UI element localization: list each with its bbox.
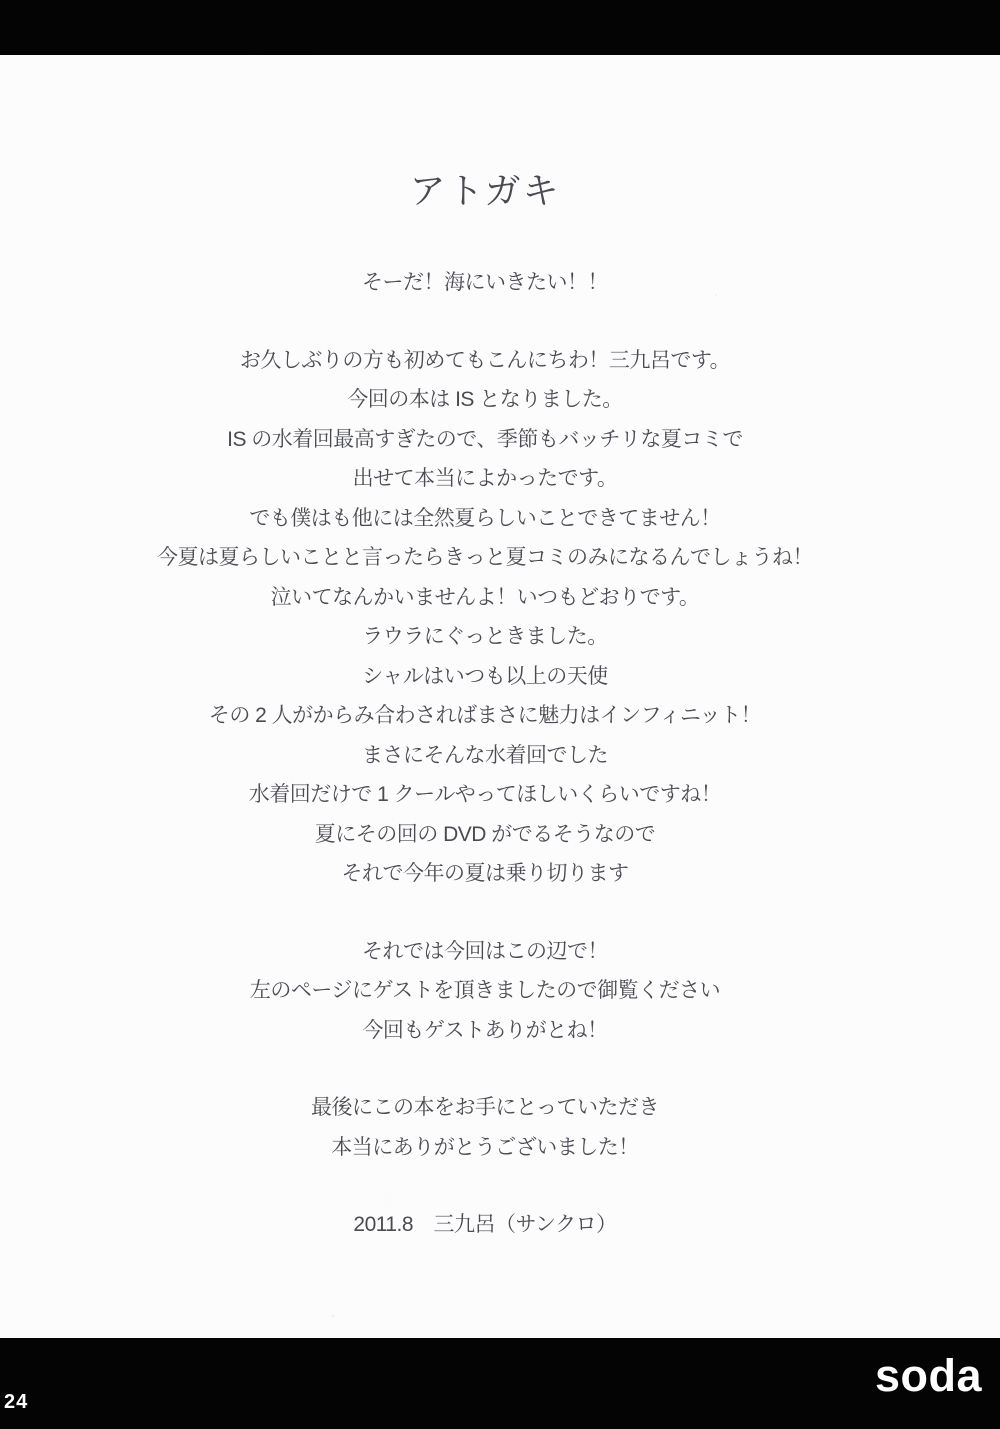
page-number: 24: [4, 1391, 29, 1413]
text-line: それで今年の夏は乗り切ります: [341, 862, 629, 885]
text-line: それでは今回はこの辺で！: [362, 939, 608, 963]
text-line: 左のページにゲストを頂きましたので御覧ください: [249, 979, 721, 1002]
text-line: 出せて本当によかったです。: [352, 467, 618, 490]
paragraph: [0, 263, 970, 303]
top-scan-border: [0, 0, 1000, 56]
text-line: シャルはいつも以上の天使: [362, 664, 608, 688]
paragraph: [0, 1088, 970, 1167]
circle-logo: soda: [874, 1350, 982, 1401]
text-line: 今夏は夏らしいことと言ったらきっと夏コミのみになるんでしょうね！: [157, 546, 813, 569]
afterword-text: [0, 263, 970, 1245]
text-line: その 2 人がからみ合わさればまさに魅力はインフィニット！: [208, 704, 762, 727]
page-title: アトガキ: [409, 170, 561, 212]
text-line: 本当にありがとうございました！: [331, 1135, 639, 1159]
text-line: 泣いてなんかいませんよ！いつもどおりです。: [270, 585, 700, 609]
text-line: 夏にその回の DVD がでるそうなので: [314, 822, 656, 846]
signature-line: 2011.8 三九呂（サンクロ）: [353, 1213, 617, 1236]
text-line: IS の水着回最高すぎたので、季節もバッチリな夏コミで: [227, 427, 743, 451]
text-line: 最後にこの本をお手にとっていただき: [310, 1096, 660, 1119]
paragraph: [0, 341, 970, 894]
paragraph: [0, 932, 970, 1051]
text-line: お久しぶりの方も初めてもこんにちわ！三九呂です。: [239, 348, 731, 372]
text-line: そーだ！海にいきたい！！: [362, 271, 608, 294]
text-line: まさにそんな水着回でした: [362, 743, 608, 767]
text-line: 今回もゲストありがとね！: [362, 1018, 608, 1042]
text-line: 今回の本は IS となりました。: [347, 388, 623, 411]
text-line: 水着回だけで 1 クールやってほしいくらいですね！: [248, 783, 722, 806]
text-line: ラウラにぐっときました。: [362, 625, 608, 648]
text-line: でも僕はも他には全然夏らしいことできてません！: [249, 506, 721, 530]
bottom-scan-border: [0, 1338, 1000, 1429]
